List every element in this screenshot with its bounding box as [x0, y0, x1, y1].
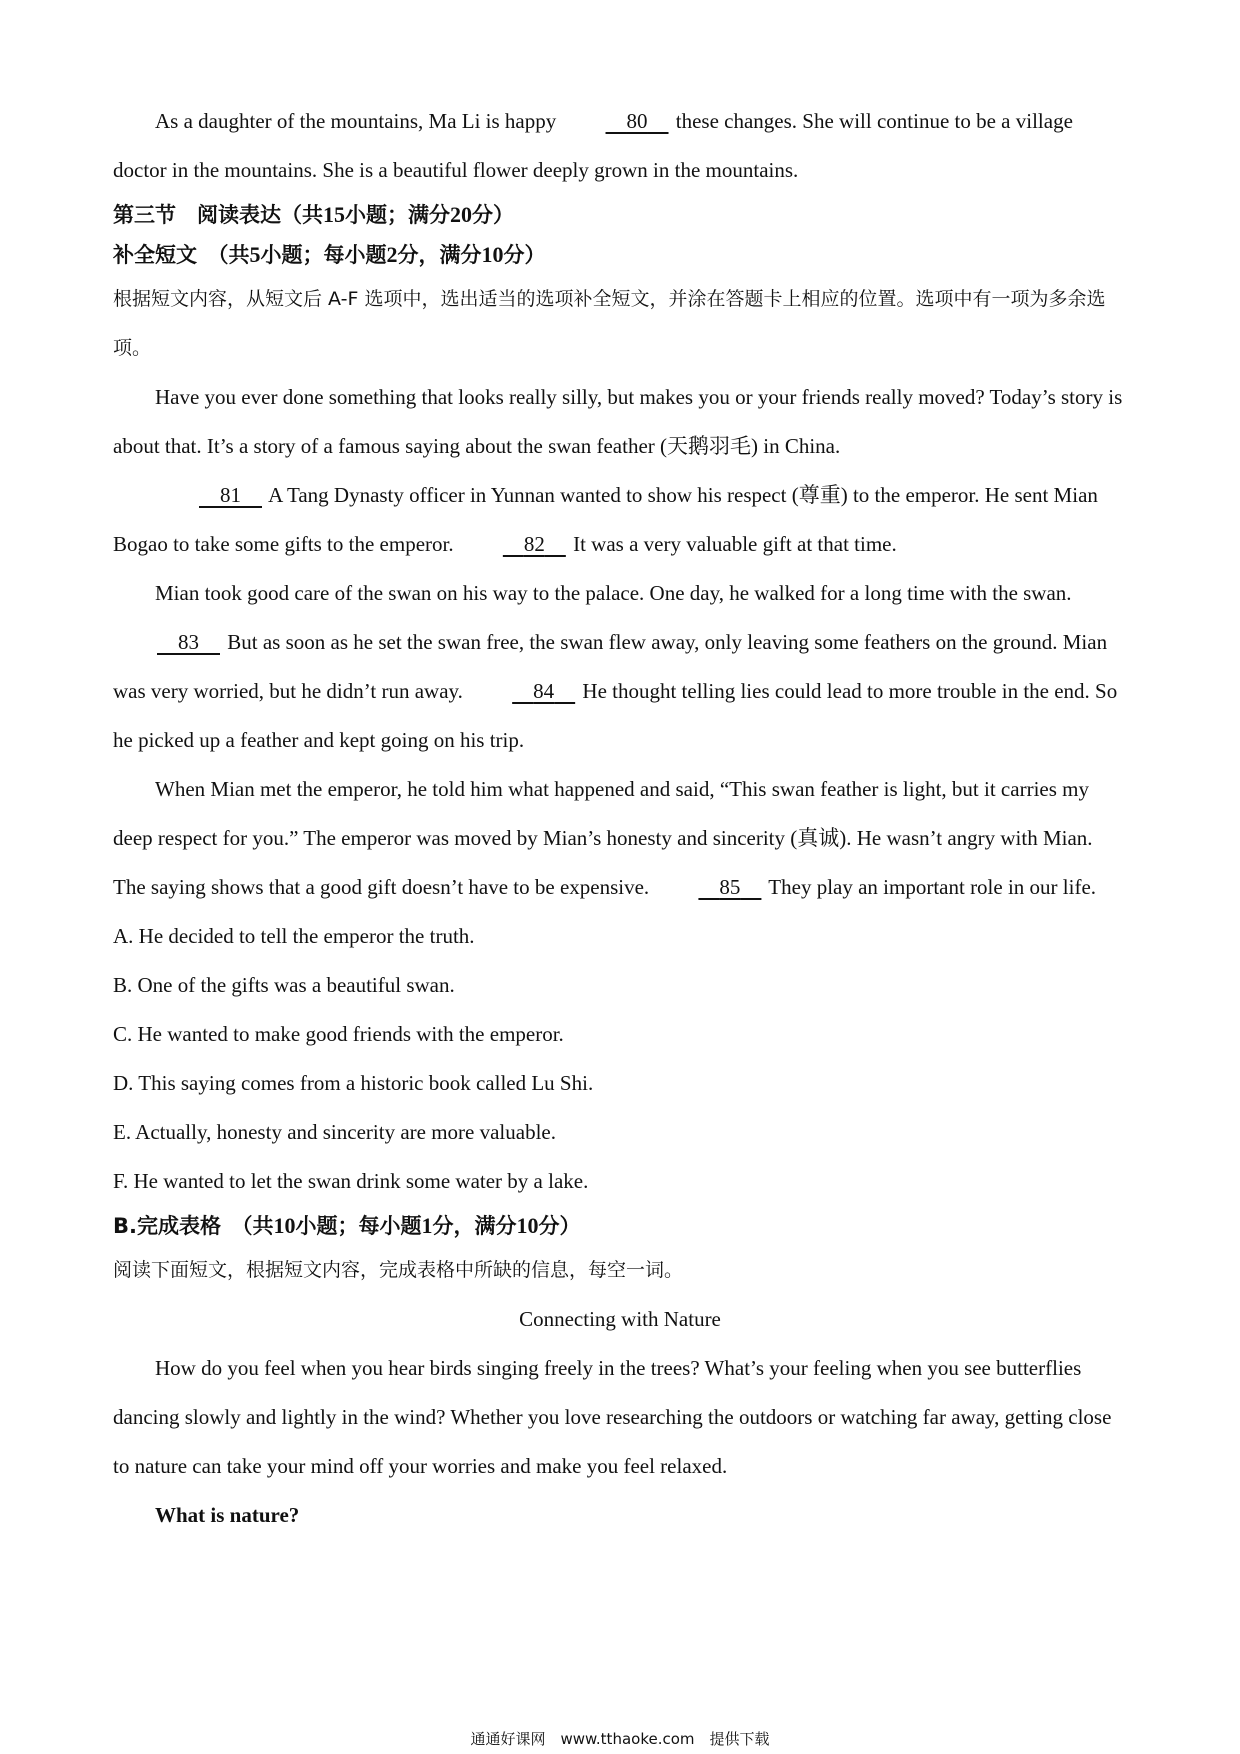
passage-title: Connecting with Nature: [519, 1307, 721, 1331]
option-f: F. He wanted to let the swan drink some water by a lake.: [113, 1169, 589, 1193]
part-b-subheading: What is nature?: [155, 1503, 300, 1527]
part-a-paragraph-3: Mian took good care of the swan on his way to the palace. One day, he walked for a long time with the swan. 83 But as soon as he set the swan free, the swan flew away, only leaving some feathers on the ground. Mian was very worried, but he didn’t run away. 84 He thought telling lies could lead to more trouble in the end. So he picked up a feather and kept going on his trip.: [113, 581, 1118, 752]
passage-end-paragraph: As a daughter of the mountains, Ma Li is happy 80 these changes. She will continue to be a village doctor in the mountains. She is a beautiful flower deeply grown in the mountains.: [113, 97, 1127, 195]
option-d: D. This saying comes from a historic book called Lu Shi.: [113, 1071, 594, 1095]
part-a-paragraph-1: Have you ever done something that looks really silly, but makes you or your friends really moved? Today’s story is about that. It’s a story of a famous saying about the swan feather (天鹅羽毛) in China.: [113, 385, 1123, 458]
section3-heading: 第三节 阅读表达（共15小题；满分20分）: [113, 202, 514, 227]
part-b-instruction: 阅读下面短文，根据短文内容，完成表格中所缺的信息，每空一词。: [113, 1259, 684, 1281]
options-list: [113, 912, 1127, 1206]
part-b-paragraph-1: How do you feel when you hear birds singing freely in the trees? What’s your feeling when you see butterflies dancing slowly and lightly in the wind? Whether you love researching the outdoors or watching far away, getting close to nature can take your mind off your worries and make you feel relaxed.: [113, 1356, 1112, 1478]
part-a-heading: 补全短文 （共5小题；每小题2分，满分10分）: [113, 242, 546, 267]
part-a-paragraph-2: 81 A Tang Dynasty officer in Yunnan wanted to show his respect (尊重) to the emperor. He sent Mian Bogao to take some gifts to the emperor. 82 It was a very valuable gift at that time.: [113, 471, 1127, 569]
part-b-heading: B.完成表格 （共10小题；每小题1分，满分10分）: [113, 1213, 581, 1238]
blank-82: 82: [523, 532, 545, 556]
blank-84: 84: [533, 679, 555, 703]
option-c: C. He wanted to make good friends with the emperor.: [113, 1022, 564, 1046]
page-footer: 通通好课网 www.tthaoke.com 提供下载: [470, 1730, 770, 1748]
option-a: A. He decided to tell the emperor the truth.: [113, 924, 475, 948]
blank-83: 83: [178, 630, 199, 654]
blank-81: 81: [220, 483, 241, 507]
option-b: B. One of the gifts was a beautiful swan.: [113, 973, 455, 997]
option-e: E. Actually, honesty and sincerity are more valuable.: [113, 1120, 556, 1144]
part-a-paragraph-4: When Mian met the emperor, he told him what happened and said, “This swan feather is light, but it carries my deep respect for you.” The emperor was moved by Mian’s honesty and sincerity (真诚). He wasn’t angry with Mian. The saying shows that a good gift doesn’t have to be expensive. 85 They play an important role in our life.: [113, 765, 1127, 912]
blank-80: 80: [626, 109, 648, 133]
blank-85: 85: [719, 875, 741, 899]
document-page: [113, 97, 1127, 1540]
part-a-instruction: 根据短文内容，从短文后 A-F 选项中，选出适当的选项补全短文，并涂在答题卡上相应的位置。选项中有一项为多余选项。: [113, 288, 1106, 359]
